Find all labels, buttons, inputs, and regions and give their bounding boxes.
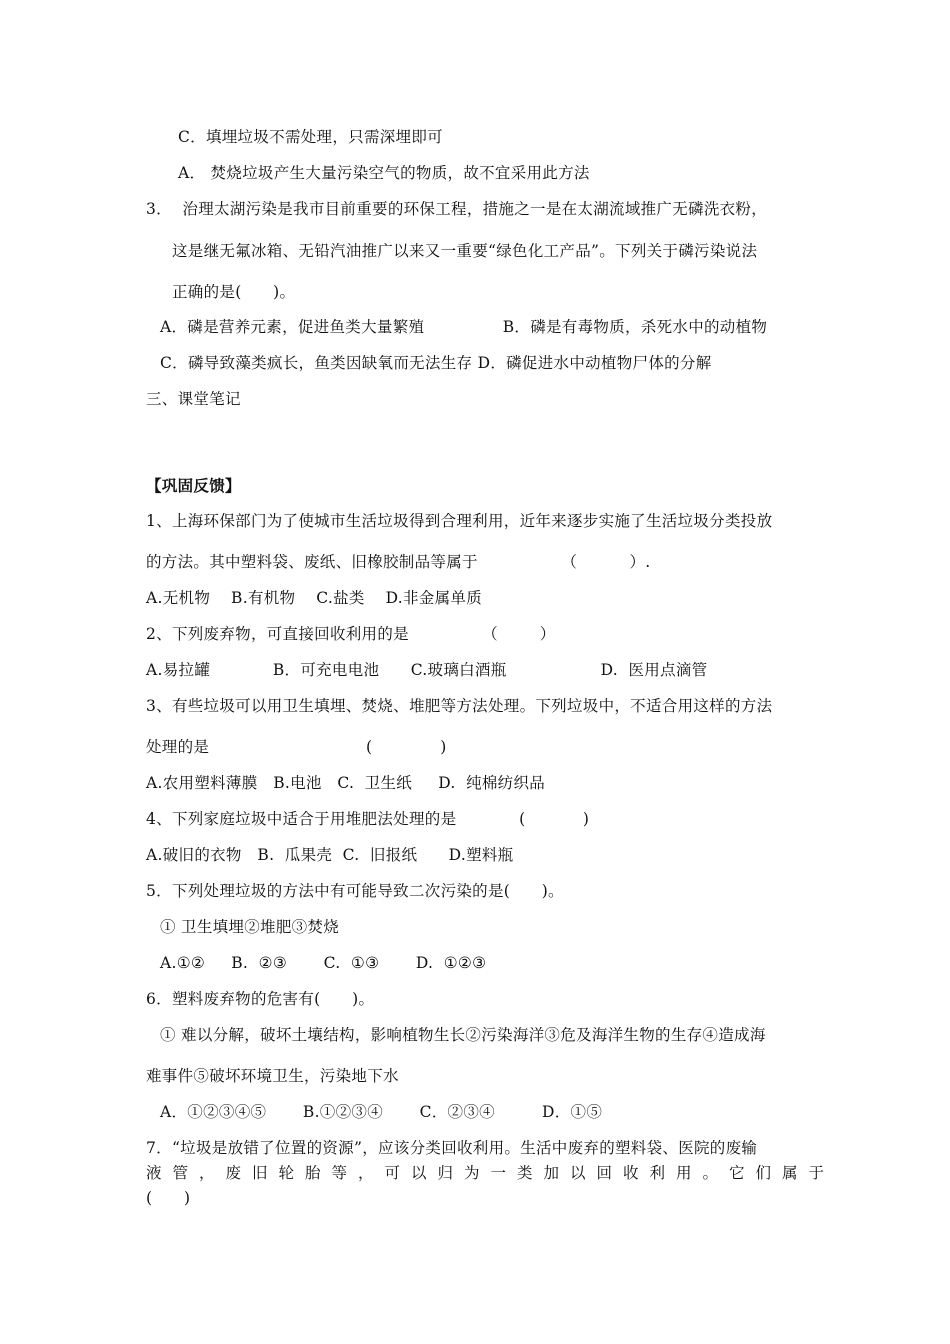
question-3-stem-cont: 这是继无氟冰箱、无铅汽油推广以来又一重要“绿色化工产品”。下列关于磷污染说法 bbox=[172, 242, 758, 260]
feedback-q6-items-cont: 难事件⑤破坏环境卫生，污染地下水 bbox=[146, 1067, 399, 1085]
feedback-q3-options: A.农用塑料薄膜 B.电池 C. 卫生纸 D. 纯棉纺织品 bbox=[146, 774, 546, 792]
feedback-q7-stem: 7．“垃圾是放错了位置的资源”，应该分类回收利用。生活中废弃的塑料袋、医院的废输 bbox=[146, 1139, 758, 1157]
feedback-q1-stem-cont: 的方法。其中塑料袋、废纸、旧橡胶制品等属于 （ ）. bbox=[146, 553, 651, 571]
feedback-q4-stem: 4、下列家庭垃圾中适合于用堆肥法处理的是 ( ) bbox=[146, 810, 590, 828]
feedback-q6-options: A．①②③④⑤ B.①②③④ C．②③④ D．①⑤ bbox=[160, 1103, 603, 1121]
feedback-q7-answer-blank: ( ) bbox=[146, 1189, 191, 1207]
feedback-q7-stem-cont: 液管，废旧轮胎等，可以归为一类加以回收利用。它们属于 bbox=[146, 1164, 836, 1182]
feedback-q2-stem: 2、下列废弃物，可直接回收利用的是 （ ） bbox=[146, 625, 556, 643]
feedback-q1-options: A.无机物 B.有机物 C.盐类 D.非金属单质 bbox=[146, 589, 482, 607]
question-3-options-ab: A．磷是营养元素，促进鱼类大量繁殖 B．磷是有毒物质，杀死水中的动植物 bbox=[160, 318, 768, 336]
option-a-incineration: A． 焚烧垃圾产生大量污染空气的物质，故不宜采用此方法 bbox=[178, 164, 590, 182]
section-feedback-heading: 【巩固反馈】 bbox=[146, 477, 241, 495]
option-c-landfill: C．填埋垃圾不需处理，只需深埋即可 bbox=[178, 128, 443, 146]
question-3-stem: 3． 治理太湖污染是我市目前重要的环保工程，措施之一是在太湖流域推广无磷洗衣粉， bbox=[146, 200, 768, 218]
feedback-q6-stem: 6．塑料废弃物的危害有( )。 bbox=[146, 990, 375, 1008]
section-class-notes: 三、课堂笔记 bbox=[146, 390, 241, 408]
feedback-q2-options: A.易拉罐 B．可充电电池 C.玻璃白酒瓶 D. 医用点滴管 bbox=[146, 661, 708, 679]
feedback-q5-items: ① 卫生填埋②堆肥③焚烧 bbox=[160, 918, 340, 936]
feedback-q5-options: A.①② B. ②③ C. ①③ D. ①②③ bbox=[160, 954, 487, 972]
feedback-q4-options: A.破旧的衣物 B. 瓜果壳 C. 旧报纸 D.塑料瓶 bbox=[146, 846, 514, 864]
question-3-options-cd: C．磷导致藻类疯长，鱼类因缺氧而无法生存 D．磷促进水中动植物尸体的分解 bbox=[160, 354, 712, 372]
feedback-q5-stem: 5．下列处理垃圾的方法中有可能导致二次污染的是( )。 bbox=[146, 882, 564, 900]
feedback-q1-stem: 1、上海环保部门为了使城市生活垃圾得到合理利用，近年来逐步实施了生活垃圾分类投放 bbox=[146, 512, 773, 530]
feedback-q3-stem-cont: 处理的是 ( ) bbox=[146, 738, 447, 756]
feedback-q3-stem: 3、有些垃圾可以用卫生填埋、焚烧、堆肥等方法处理。下列垃圾中，不适合用这样的方法 bbox=[146, 697, 773, 715]
question-3-stem-end: 正确的是( )。 bbox=[172, 283, 296, 301]
feedback-q6-items: ① 难以分解，破坏土壤结构，影响植物生长②污染海洋③危及海洋生物的生存④造成海 bbox=[160, 1026, 766, 1044]
